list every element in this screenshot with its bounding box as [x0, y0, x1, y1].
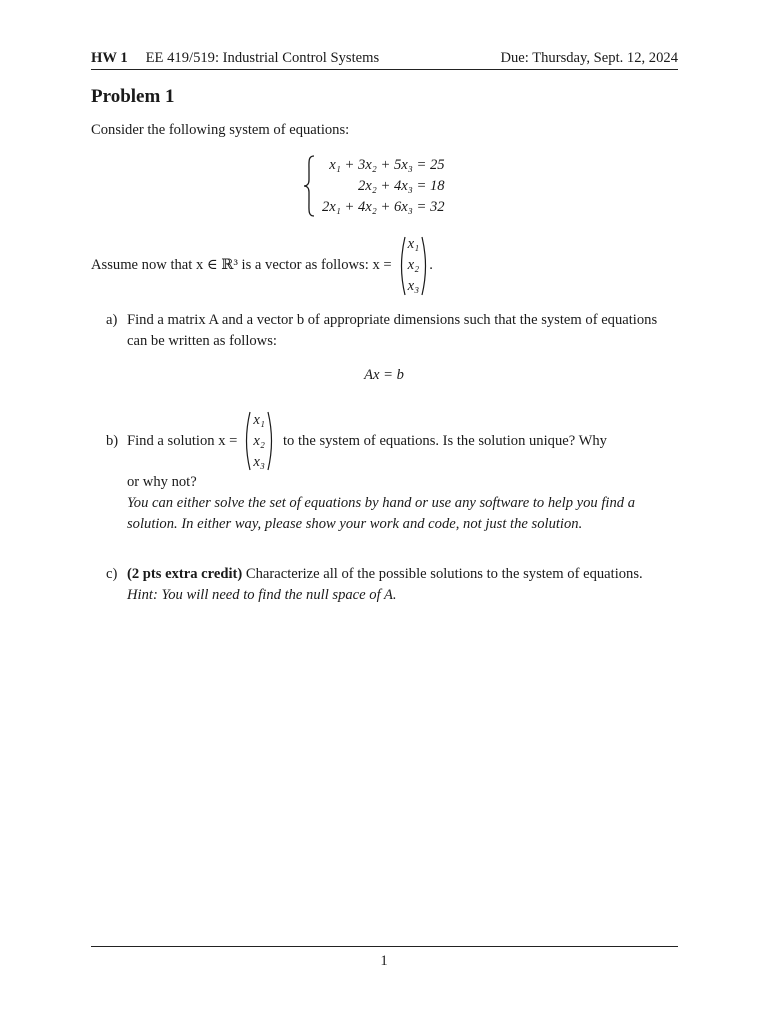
vector-entry: x₁	[253, 411, 265, 428]
problem-title: Problem 1	[91, 86, 175, 107]
right-paren-icon	[267, 411, 275, 471]
due-date: Due: Thursday, Sept. 12, 2024	[500, 50, 678, 66]
left-brace-icon	[302, 154, 316, 218]
equation-line: x₁ + 3x₂ + 5x₃ = 25	[329, 156, 445, 173]
part-b-text-after: to the system of equations. Is the solution unique? Why	[282, 432, 607, 449]
part-a	[106, 310, 679, 352]
right-paren-icon	[421, 236, 429, 296]
vector-x-solution	[243, 410, 275, 473]
left-paren-icon	[243, 411, 251, 471]
vector-entry: x₂	[407, 257, 420, 273]
part-b-first-line	[106, 410, 679, 472]
left-paren-icon	[398, 236, 406, 296]
homework-number: HW 1	[91, 50, 128, 66]
part-c-hint: Hint: You will need to find the null space of A.	[127, 587, 397, 603]
vector-entry: x₃	[253, 453, 265, 470]
part-b-label: b)	[106, 432, 119, 449]
vector-x	[398, 234, 430, 297]
part-c-text: Characterize all of the possible solutions to the system of equations.	[245, 566, 643, 582]
part-c-body	[127, 564, 679, 585]
part-c	[106, 564, 679, 606]
vector-entry: x₃	[407, 278, 420, 294]
equation-system	[302, 154, 445, 218]
part-a-text: Find a matrix A and a vector b of appropriate dimensions such that the system of equations can be written as follows:	[127, 312, 658, 349]
part-a-label: a)	[106, 312, 118, 328]
course-name: EE 419/519: Industrial Control Systems	[145, 50, 380, 66]
page-number: 1	[380, 953, 388, 969]
equation-line: 2x₁ + 4x₂ + 6x₃ = 32	[322, 198, 445, 215]
extra-credit-label: (2 pts extra credit)	[127, 566, 243, 582]
problem-intro: Consider the following system of equations:	[91, 122, 350, 138]
matrix-equation: Ax = b	[364, 367, 404, 383]
vector-entries	[251, 410, 267, 473]
vector-entry: x₂	[253, 432, 265, 449]
part-c-label: c)	[106, 566, 118, 582]
vector-entries	[406, 234, 422, 297]
period: .	[429, 257, 433, 273]
part-b	[106, 410, 679, 535]
footer-divider	[91, 946, 678, 947]
page-header	[91, 46, 678, 70]
assume-text: Assume now that x ∈ ℝ³ is a vector as follows: x =	[91, 257, 392, 273]
part-b-note: You can either solve the set of equations by hand or use any software to help you find a solution. In either way, please show your work and code, not just the solution.	[127, 495, 636, 532]
equation-line: 2x₂ + 4x₃ = 18	[357, 177, 445, 194]
vector-entry: x₁	[407, 236, 420, 252]
equation-list	[322, 155, 445, 218]
part-b-text-before: Find a solution x =	[127, 432, 238, 449]
assume-statement	[91, 234, 679, 297]
part-b-text-cont: or why not?	[127, 474, 197, 490]
